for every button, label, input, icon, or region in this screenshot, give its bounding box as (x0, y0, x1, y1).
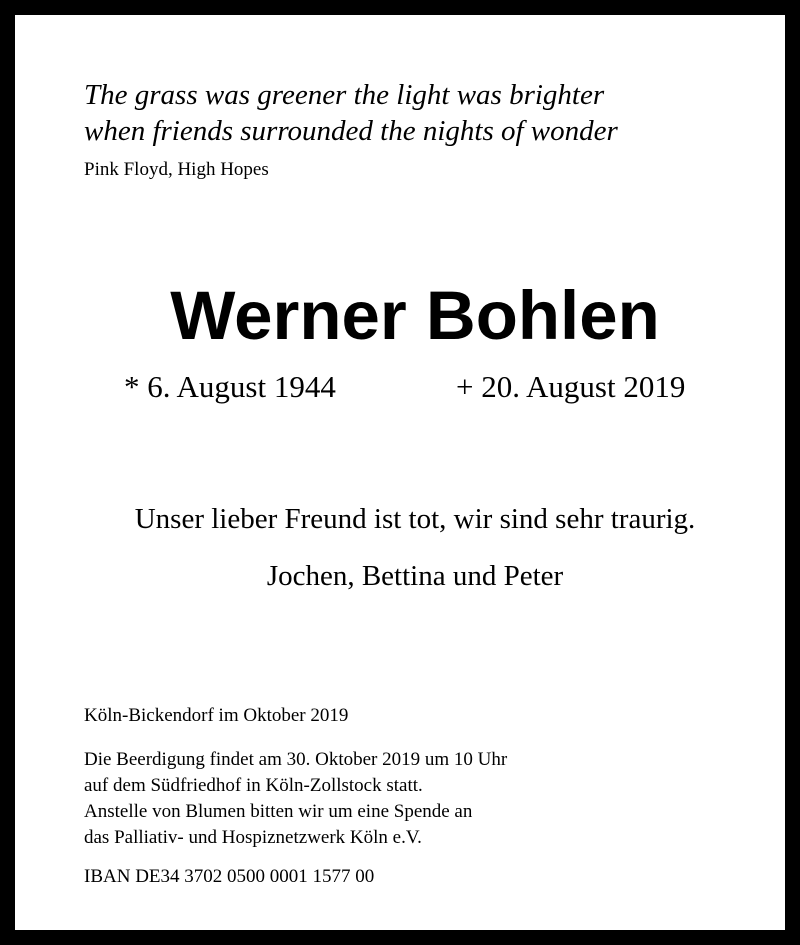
quote-line: when friends surrounded the nights of wonder (84, 115, 618, 147)
details-line: das Palliativ- und Hospiznetzwerk Köln e.V. (84, 827, 422, 848)
mourning-message: Unser lieber Freund ist tot, wir sind sehr traurig. (134, 503, 696, 535)
signers: Jochen, Bettina und Peter (266, 560, 564, 592)
place-date: Köln-Bickendorf im Oktober 2019 (84, 705, 349, 726)
details-line: Anstelle von Blumen bitten wir um eine Spende an (84, 801, 473, 822)
details-line: Die Beerdigung findet am 30. Oktober 2019 um 10 Uhr (84, 749, 508, 770)
birth-date: * 6. August 1944 (124, 369, 336, 404)
quote-attribution: Pink Floyd, High Hopes (84, 159, 269, 180)
quote-line: The grass was greener the light was brighter (84, 79, 605, 111)
iban: IBAN DE34 3702 0500 0001 1577 00 (84, 866, 375, 887)
deceased-name: Werner Bohlen (170, 277, 660, 354)
details-line: auf dem Südfriedhof in Köln-Zollstock statt. (84, 775, 423, 796)
funeral-details (84, 747, 507, 851)
death-date: + 20. August 2019 (456, 369, 686, 404)
quote (84, 77, 618, 149)
